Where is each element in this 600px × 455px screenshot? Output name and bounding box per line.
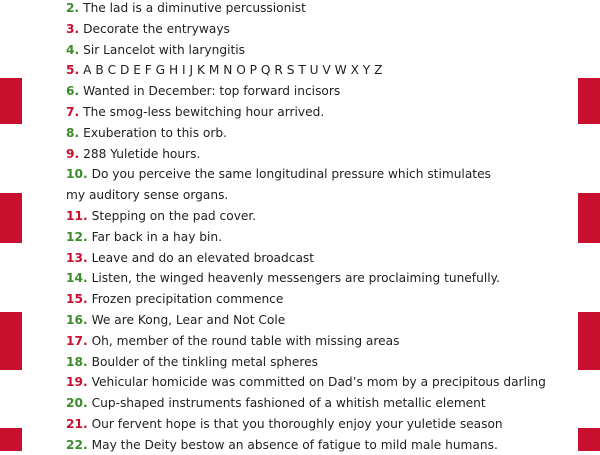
item-text: Far back in a hay bin.	[91, 229, 223, 244]
item-number: 15.	[66, 292, 88, 307]
list-item	[66, 227, 222, 247]
list-item	[66, 81, 340, 101]
list-item	[66, 60, 382, 80]
item-text: The lad is a diminutive percussionist	[83, 1, 306, 15]
decorative-stripe	[0, 428, 22, 451]
item-number: 10.	[66, 167, 88, 182]
item-text: Our fervent hope is that you thoroughly enjoy your yuletide season	[91, 417, 503, 431]
list-item	[66, 248, 314, 268]
list-item	[66, 144, 200, 164]
item-text: my auditory sense organs.	[66, 188, 229, 203]
item-text: Frozen precipitation commence	[91, 292, 284, 307]
item-number: 11.	[66, 209, 88, 223]
list-item	[66, 185, 228, 205]
item-text: Cup-shaped instruments fashioned of a whitish metallic element	[91, 396, 486, 411]
item-number: 12.	[66, 229, 88, 244]
item-text: May the Deity bestow an absence of fatigue to mild male humans.	[91, 437, 498, 452]
item-number: 21.	[66, 417, 88, 431]
list-item	[66, 414, 503, 434]
item-number: 22.	[66, 437, 88, 452]
item-number: 3.	[66, 21, 80, 36]
decorative-stripe	[578, 193, 600, 243]
decorative-stripe	[0, 312, 22, 370]
item-text: A B C D E F G H I J K M N O P Q R S T U V W X Y Z	[83, 63, 383, 78]
item-text: Do you perceive the same longitudinal pressure which stimulates	[91, 167, 491, 182]
item-text: We are Kong, Lear and Not Cole	[91, 313, 286, 327]
list-item	[66, 164, 491, 184]
item-text: Boulder of the tinkling metal spheres	[91, 354, 318, 369]
item-number: 5.	[66, 63, 80, 78]
item-number: 17.	[66, 333, 88, 348]
list-item	[66, 102, 324, 122]
item-text: The smog-less bewitching hour arrived.	[83, 105, 325, 119]
item-text: Listen, the winged heavenly messengers are proclaiming tunefully.	[91, 271, 500, 286]
item-text: Exuberation to this orb.	[83, 125, 227, 140]
list-item	[66, 372, 546, 392]
list-item	[66, 310, 285, 330]
item-number: 13.	[66, 250, 88, 265]
list-item	[66, 206, 256, 226]
item-text: Oh, member of the round table with missing areas	[91, 333, 400, 348]
item-number: 8.	[66, 125, 80, 140]
item-number: 9.	[66, 146, 80, 161]
decorative-stripe	[0, 193, 22, 243]
item-text: Sir Lancelot with laryngitis	[83, 42, 245, 57]
list-item	[66, 268, 500, 288]
item-text: Leave and do an elevated broadcast	[91, 250, 315, 265]
item-number: 19.	[66, 375, 88, 390]
item-text: Decorate the entryways	[83, 21, 230, 36]
item-number: 4.	[66, 42, 80, 57]
list-item	[66, 19, 230, 39]
list-item	[66, 393, 486, 413]
item-number: 2.	[66, 1, 80, 15]
list-item	[66, 40, 245, 60]
item-text: Vehicular homicide was committed on Dad’s mom by a precipitous darling	[91, 375, 546, 390]
item-text: Wanted in December: top forward incisors	[83, 84, 341, 99]
item-number: 6.	[66, 84, 80, 99]
list-item	[66, 331, 399, 351]
list-item	[66, 123, 227, 143]
list-item	[66, 435, 498, 455]
item-number: 7.	[66, 105, 80, 119]
item-text: Stepping on the pad cover.	[91, 209, 257, 223]
list-item	[66, 289, 283, 309]
item-number: 16.	[66, 313, 88, 327]
decorative-stripe	[0, 78, 22, 124]
decorative-stripe	[578, 78, 600, 124]
decorative-stripe	[578, 428, 600, 451]
item-number: 18.	[66, 354, 88, 369]
item-text: 288 Yuletide hours.	[83, 146, 201, 161]
item-number: 14.	[66, 271, 88, 286]
item-number: 20.	[66, 396, 88, 411]
decorative-stripe	[578, 312, 600, 370]
list-item	[66, 352, 318, 372]
list-item	[66, 0, 306, 18]
